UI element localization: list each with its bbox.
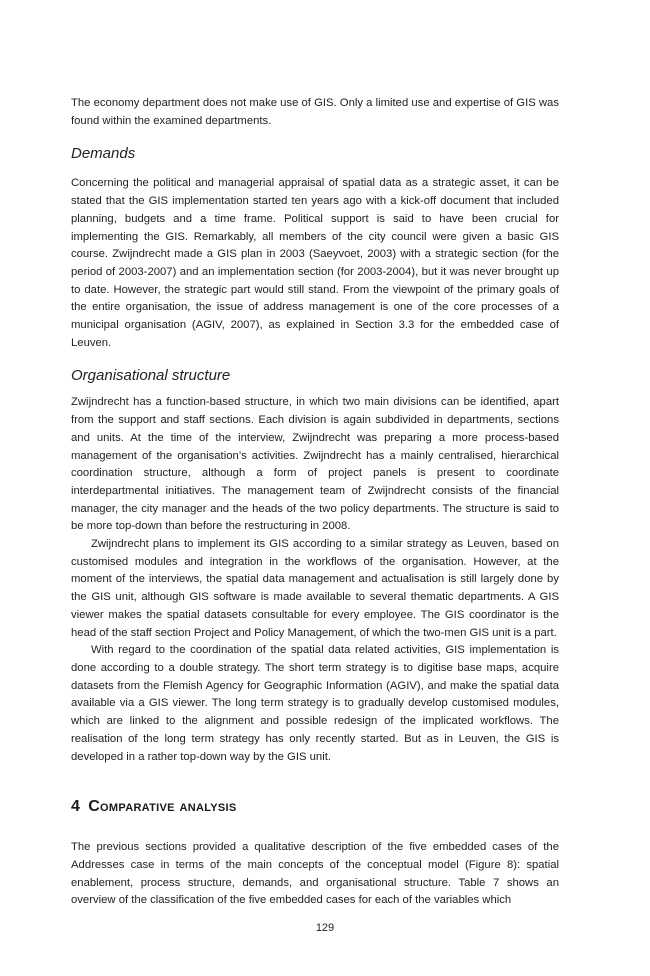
paragraph-intro: The economy department does not make use of GIS. Only a limited use and expertise of GIS was found within the examined departments. [71, 97, 559, 127]
page-number: 129 [315, 922, 335, 934]
section-heading [71, 797, 559, 817]
heading-organisational-structure: Organisational structure [71, 367, 231, 385]
paragraph-org-3: With regard to the coordination of the spatial data related activities, GIS implementation is done according to a double strategy. The short term strategy is to digitise base maps, acquire datasets from the Flemish Agency for Geographic Information (AGIV), and make the spatial data available via a GIS viewer. The long term strategy is to gradually develop customised modules, which are linked to the alignment and possible redesign of the implicated workflows. The realisation of the long term strategy has only recently started. But as in Leuven, the GIS is developed in a rather top-down way by the GIS unit. [71, 644, 559, 763]
paragraph-org-1: Zwijndrecht has a function-based structure, in which two main divisions can be identified, apart from the support and staff sections. Each division is again subdivided in departments, sections and units. At the time of the interview, Zwijndrecht was preparing a more process-based management of the organisation’s activities. Zwijndrecht has a mainly centralised, hierarchical coordination structure, although a form of project panels is present to coordinate interdepartmental initiatives. The management team of Zwijndrecht consists of the financial manager, the city manager and the heads of the two policy departments. The structure is said to be more top-down than before the restructuring in 2008. [71, 396, 559, 533]
heading-demands: Demands [71, 145, 136, 163]
paragraph-org-2: Zwijndrecht plans to implement its GIS according to a similar strategy as Leuven, based on customised modules and integration in the workflows of the organisation. However, at the moment of the interviews, the spatial data management and actualisation is still largely done by the GIS unit, although GIS software is made available to several thematic departments. A GIS viewer makes the spatial datasets consultable for every employee. The GIS coordinator is the head of the staff section Project and Policy Management, of which the two-men GIS unit is a part. [71, 538, 559, 639]
paragraph-comparative: The previous sections provided a qualitative description of the five embedded cases of the Addresses case in terms of the main concepts of the conceptual model (Figure 8): spatial enablement, process structure, demands, and organisational structure. Table 7 shows an overview of the classification of the five embedded cases for each of the variables which [71, 841, 559, 907]
section-number: 4 [71, 798, 81, 816]
section-title: Comparative analysis [88, 798, 237, 816]
page-body [71, 95, 559, 910]
paragraph-demands: Concerning the political and managerial appraisal of spatial data as a strategic asset, it can be stated that the GIS implementation started ten years ago with a kick-off document that included planning, budgets and a time frame. Political support is said to have been crucial for implementing the GIS. Remarkably, all members of the city council were given a basic GIS course. Zwijndrecht made a GIS plan in 2003 (Saeyvoet, 2003) with a strategic section (for the period of 2003-2007) and an implementation section (for 2003-2004), but it was never brought up to date. However, the strategic part would still stand. From the viewpoint of the primary goals of the entire organisation, the issue of address management is one of the core processes of a municipal organisation (AGIV, 2007), as explained in Section 3.3 for the embedded case of Leuven. [71, 177, 559, 349]
